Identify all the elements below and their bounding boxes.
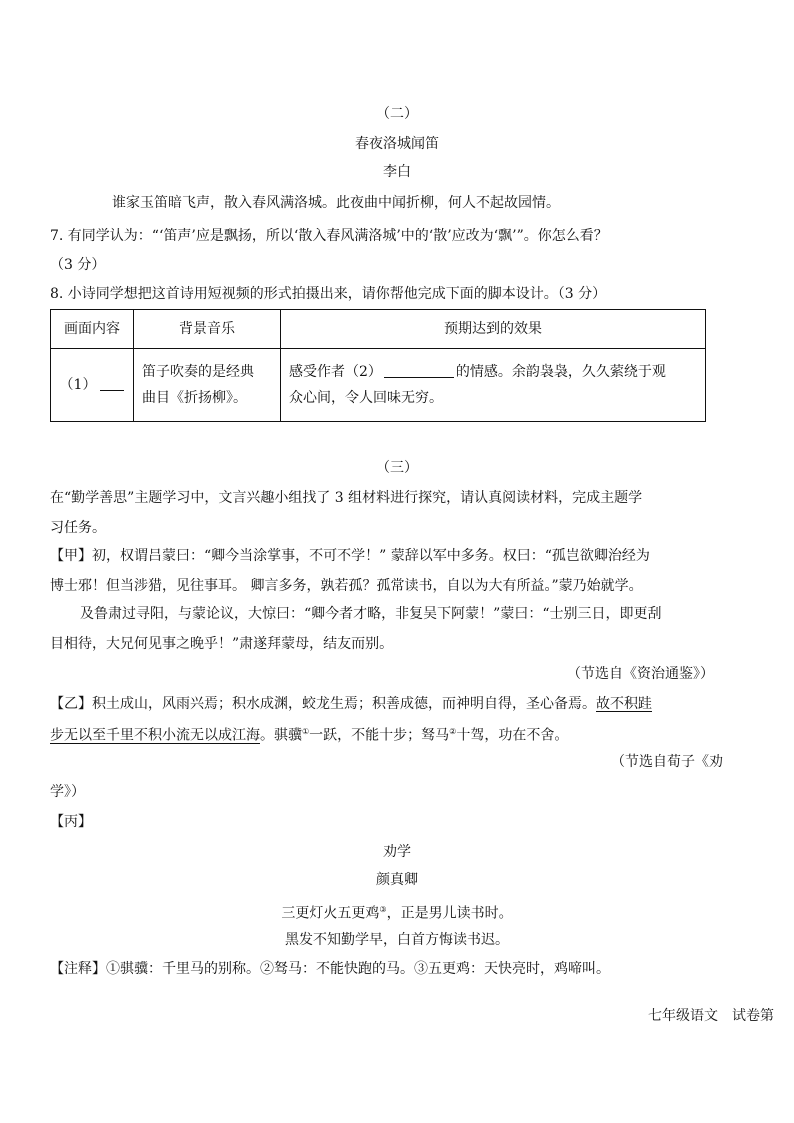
table-header: 画面内容 xyxy=(51,310,134,349)
blank-1-label: （1） xyxy=(59,377,97,393)
table-header-row xyxy=(51,310,706,349)
footnote-marker-2: ② xyxy=(449,727,457,736)
yi-underlined-sentence-end: 步无以至千里不积小流无以成江海 xyxy=(50,727,260,744)
yi-line-2-text-a: 。骐骥 xyxy=(260,727,302,744)
expected-effect-cell xyxy=(281,349,706,422)
yi-line-1-text: 【乙】积土成山，风雨兴焉；积水成渊，蛟龙生焉；积善成德，而神明自得，圣心备焉。 xyxy=(50,696,596,712)
background-music-cell xyxy=(134,349,281,422)
question-7: 7. 有同学认为：“‘笛声’应是飘扬，所以‘散入春风满洛城’中的‘散’应改为‘飘’”。你怎么看？ xyxy=(50,228,608,244)
table-row xyxy=(51,349,706,422)
bing-author: 颜真卿 xyxy=(376,872,418,888)
bing-poem-line-1 xyxy=(0,900,794,924)
jia-line-3: 及鲁肃过寻阳，与蒙论议，大惊曰：“卿今者才略，非复吴下阿蒙！”蒙曰：“士别三日，即更刮 xyxy=(80,606,662,622)
table-header: 背景音乐 xyxy=(134,310,281,349)
jia-line-2: 博士邪！但当涉猎，见往事耳。 卿言多务，孰若孤？孤常读书，自以为大有所益。”蒙乃始就学。 xyxy=(50,578,643,594)
script-design-table xyxy=(50,309,706,422)
yi-source-line-1: （节选自荀子《劝 xyxy=(611,754,723,770)
question-8: 8. 小诗同学想把这首诗用短视频的形式拍摄出来，请你帮他完成下面的脚本设计。（3 分） xyxy=(50,286,607,302)
blank-2-label: 感受作者（2） xyxy=(289,364,382,380)
intro-line-1: 在“勤学善思”主题学习中，文言兴趣小组找了 3 组材料进行探究，请认真阅读材料，完成主题学 xyxy=(50,490,643,506)
footnote-marker-3: ③ xyxy=(379,905,387,914)
scene-content-cell xyxy=(51,349,134,422)
yi-source-line-2: 学》） xyxy=(50,784,85,800)
bing-title: 劝学 xyxy=(383,844,411,860)
music-line-1: 笛子吹奏的是经典 xyxy=(142,364,254,380)
section-2-heading: （二） xyxy=(376,106,418,122)
blank-2-answer[interactable] xyxy=(384,363,454,378)
yi-underlined-sentence-start: 故不积跬 xyxy=(596,696,652,712)
bing-label: 【丙】 xyxy=(50,814,92,830)
jia-source: （节选自《资治通鉴》） xyxy=(567,666,714,682)
yi-line-2-text-b: 一跃，不能十步；驽马 xyxy=(309,727,450,744)
yi-line-1 xyxy=(50,694,652,714)
intro-line-2: 习任务。 xyxy=(50,520,106,536)
jia-line-1: 【甲】初，权谓吕蒙曰：“卿今当涂掌事，不可不学！” 蒙辞以军中多务。权曰：“孤岂欲卿治经为 xyxy=(50,548,650,564)
yi-line-2-text-c: 十驾，功在不舍。 xyxy=(456,727,569,744)
table-header: 预期达到的效果 xyxy=(281,310,706,349)
page-footer: 七年级语文 试卷第 xyxy=(648,1008,774,1024)
yi-line-2 xyxy=(50,722,568,746)
bing-poem-line-2: 黑发不知勤学早，白首方悔读书迟。 xyxy=(285,932,509,948)
question-7-score: （3 分） xyxy=(50,257,106,273)
music-line-2: 曲目《折扬柳》。 xyxy=(142,390,247,406)
bing-line-1-text-b: ，正是男儿读书时。 xyxy=(386,905,513,922)
effect-line-2: 众心间，令人回味无穷。 xyxy=(289,390,443,406)
poem-author: 李白 xyxy=(383,164,411,180)
poem-title: 春夜洛城闻笛 xyxy=(355,136,439,152)
section-3-heading: （三） xyxy=(376,460,418,476)
poem-text: 谁家玉笛暗飞声，散入春风满洛城。此夜曲中闻折柳，何人不起故园情。 xyxy=(112,195,560,211)
blank-1-answer[interactable] xyxy=(100,376,124,391)
effect-text: 的情感。余韵袅袅，久久萦绕于观 xyxy=(455,364,666,380)
jia-line-4: 目相待，大兄何见事之晚乎！”肃遂拜蒙母，结友而别。 xyxy=(50,636,394,652)
bing-line-1-text-a: 三更灯火五更鸡 xyxy=(281,905,380,922)
annotations: 【注释】①骐骥：千里马的别称。②驽马：不能快跑的马。③五更鸡：天快亮时，鸡啼叫。 xyxy=(50,961,610,977)
footnote-marker-1: ① xyxy=(302,727,310,736)
